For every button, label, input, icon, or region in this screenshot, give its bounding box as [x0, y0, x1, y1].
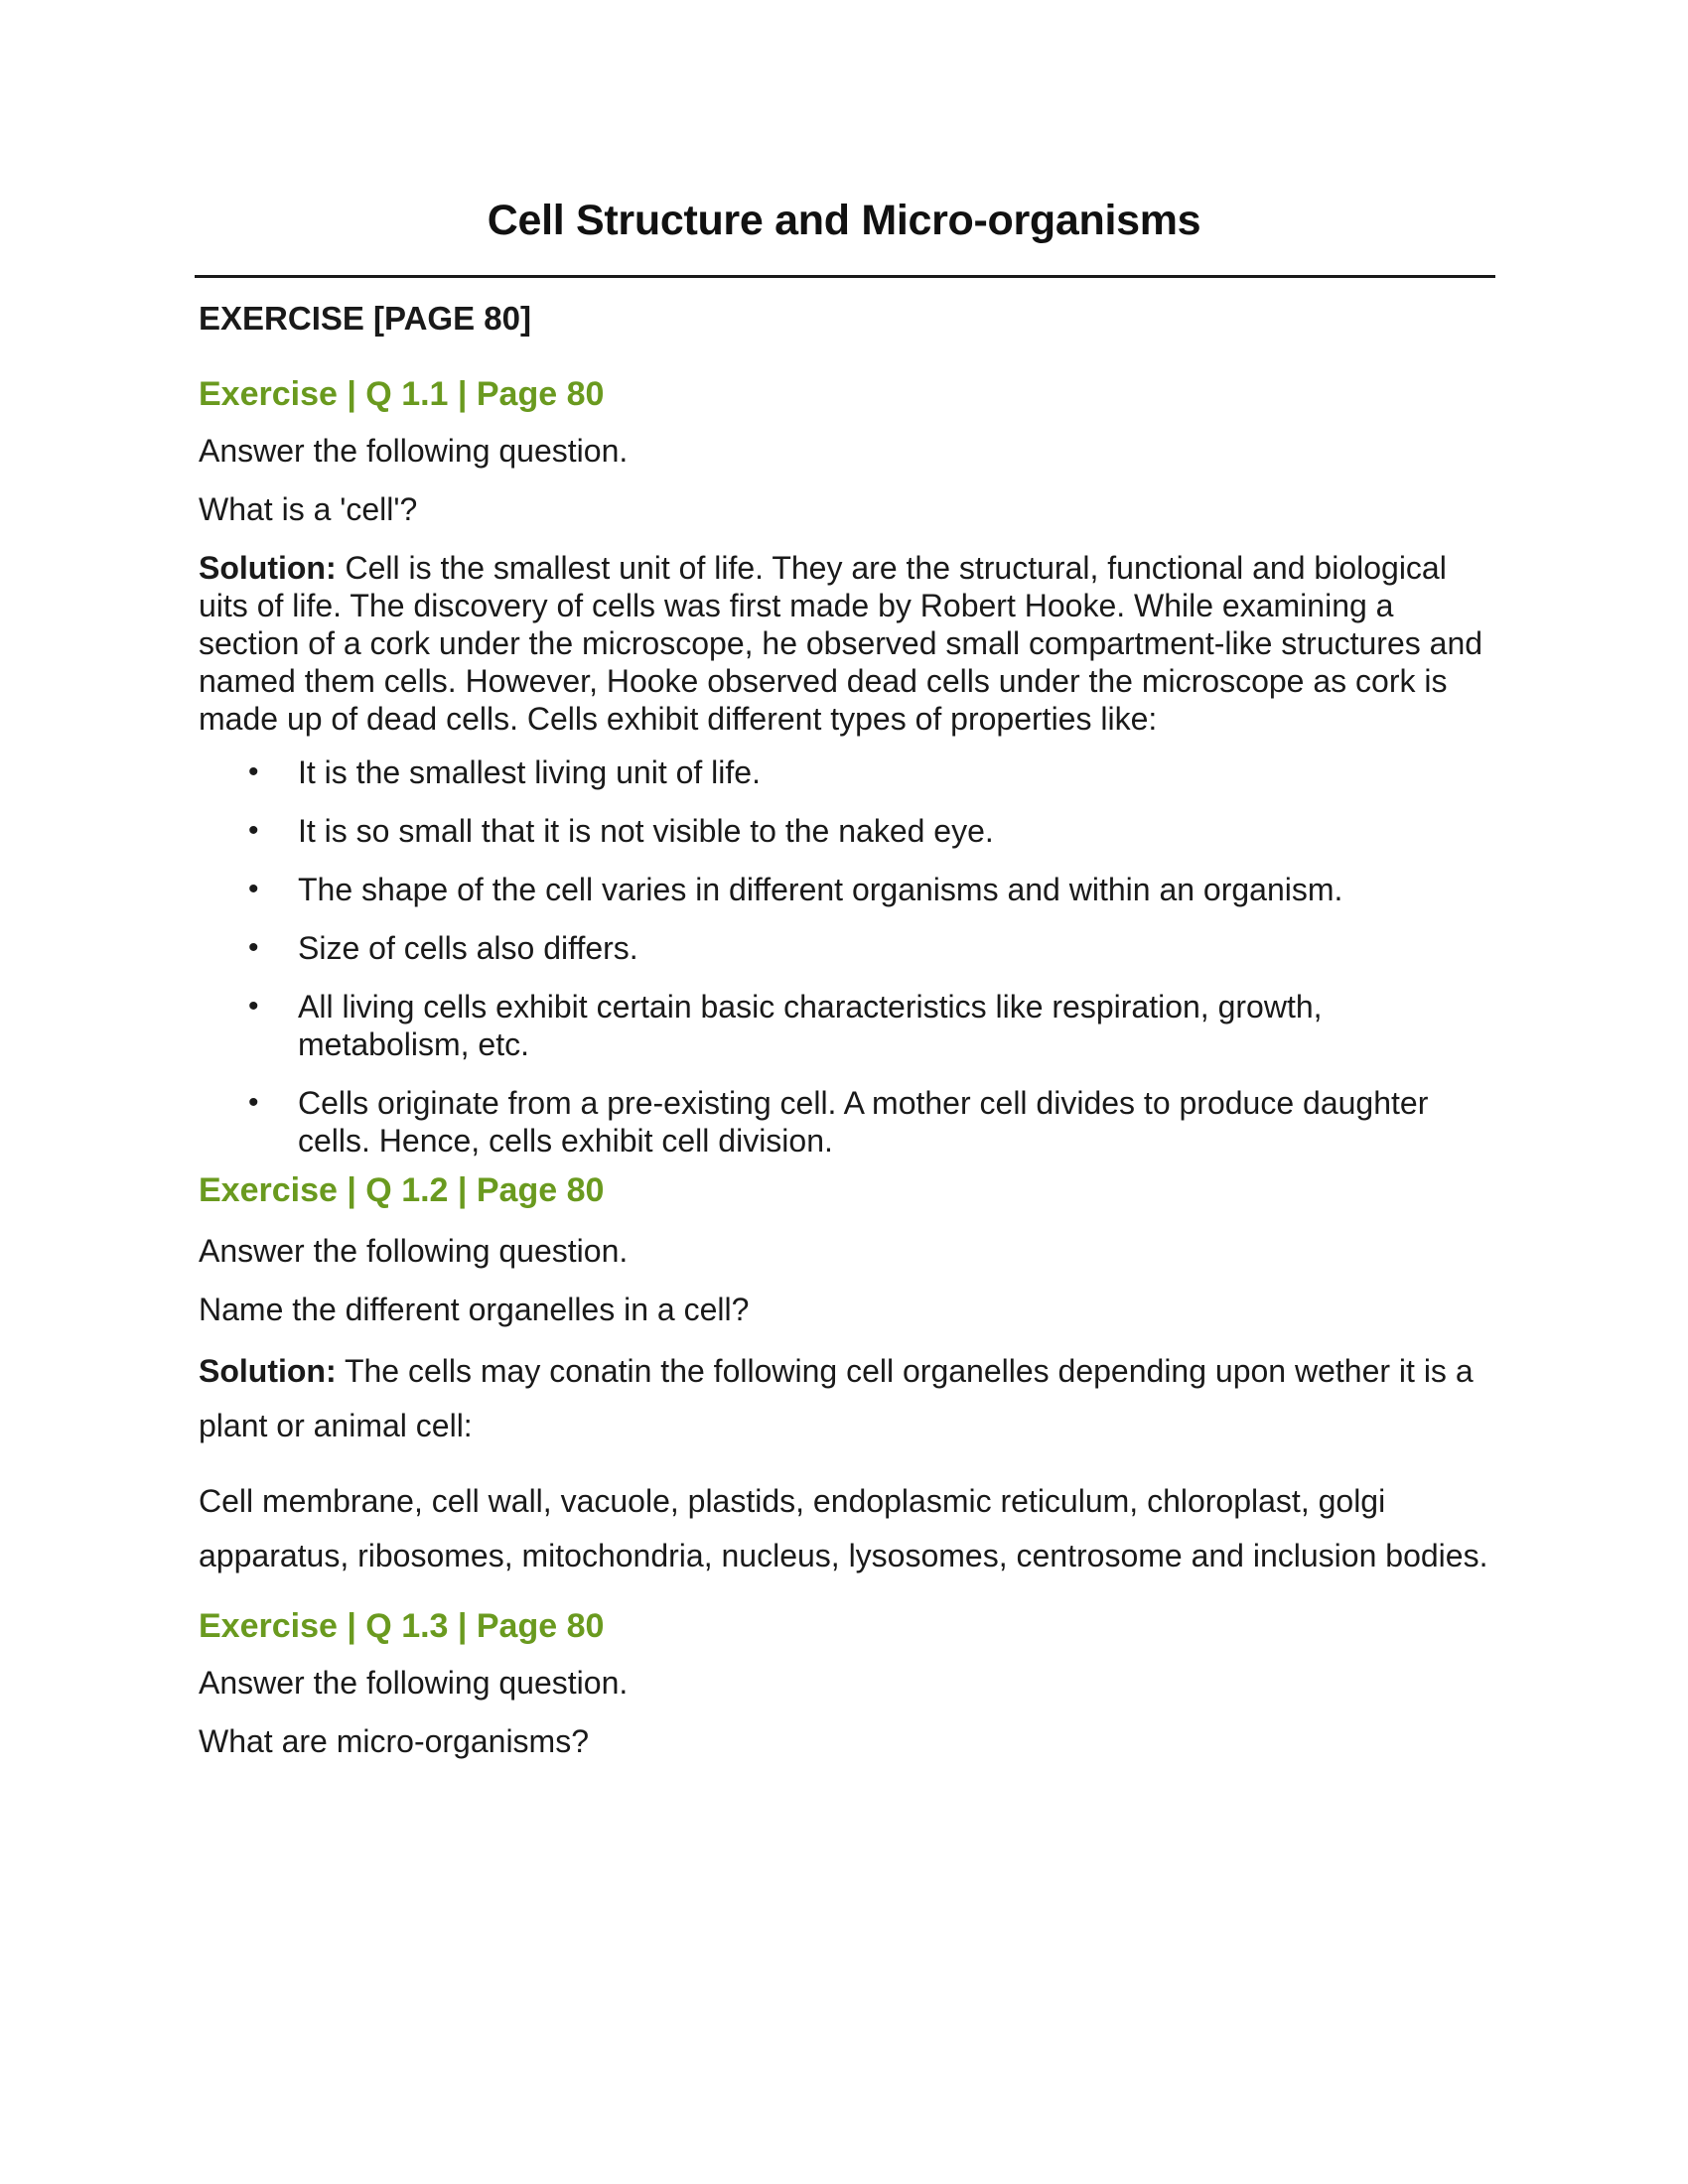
exercise-heading: EXERCISE [PAGE 80] [199, 300, 531, 337]
list-item: • The shape of the cell varies in different organisms and within an organism. [248, 872, 1343, 907]
list-item: • It is so small that it is not visible to the naked eye. [248, 813, 994, 849]
bullet-icon: • [248, 1086, 259, 1119]
question-1-2 [199, 1171, 1489, 1583]
bullet-icon: • [248, 755, 259, 788]
question-instruction: Answer the following question. [199, 1665, 629, 1701]
question-1-3 [199, 1607, 1489, 1760]
organelles-paragraph: Cell membrane, cell wall, vacuole, plastids, endoplasmic reticulum, chloroplast, golgi apparatus, ribosomes, mitochondria, nucleus, lysosomes, centrosome and inclusion bodies. [199, 1483, 1488, 1573]
question-text: Name the different organelles in a cell? [199, 1292, 750, 1327]
bullet-icon: • [248, 990, 259, 1023]
question-heading: Exercise | Q 1.2 | Page 80 [199, 1171, 605, 1209]
solution-label: Solution: [199, 1353, 337, 1389]
question-heading: Exercise | Q 1.1 | Page 80 [199, 375, 605, 413]
question-instruction: Answer the following question. [199, 1233, 629, 1269]
bullet-icon: • [248, 873, 259, 905]
question-text: What are micro-organisms? [199, 1723, 589, 1759]
solution-text: Cell is the smallest unit of life. They are the structural, functional and biological uits of life. The discovery of cells was first made by Robert Hooke. While examining a section of a cork under the microscope, he observed small compartment-like structures and named them cells. However, Hooke observed dead cells under the microscope as cork is made up of dead cells. Cells exhibit different types of properties like: [199, 550, 1483, 737]
solution-paragraph [199, 1344, 1489, 1453]
bullet-icon: • [248, 931, 259, 964]
page-title: Cell Structure and Micro-organisms [487, 197, 1201, 244]
title-divider [195, 275, 1495, 278]
list-item: • Cells originate from a pre-existing cell. A mother cell divides to produce daughter cells. Hence, cells exhibit cell division. [248, 1085, 1429, 1159]
list-item: • Size of cells also differs. [248, 930, 638, 966]
solution-paragraph [199, 549, 1489, 738]
cell-properties-list [199, 753, 1489, 1160]
question-heading: Exercise | Q 1.3 | Page 80 [199, 1607, 605, 1645]
bullet-icon: • [248, 814, 259, 847]
solution-label: Solution: [199, 550, 337, 586]
list-item: • It is the smallest living unit of life. [248, 754, 761, 790]
question-instruction: Answer the following question. [199, 433, 629, 469]
question-1-1 [199, 375, 1489, 1160]
question-text: What is a 'cell'? [199, 491, 418, 527]
page-content [199, 298, 1489, 1760]
list-item: • All living cells exhibit certain basic characteristics like respiration, growth, metabolism, etc. [248, 989, 1323, 1062]
solution-text: The cells may conatin the following cell organelles depending upon wether it is a plant or animal cell: [199, 1353, 1474, 1443]
